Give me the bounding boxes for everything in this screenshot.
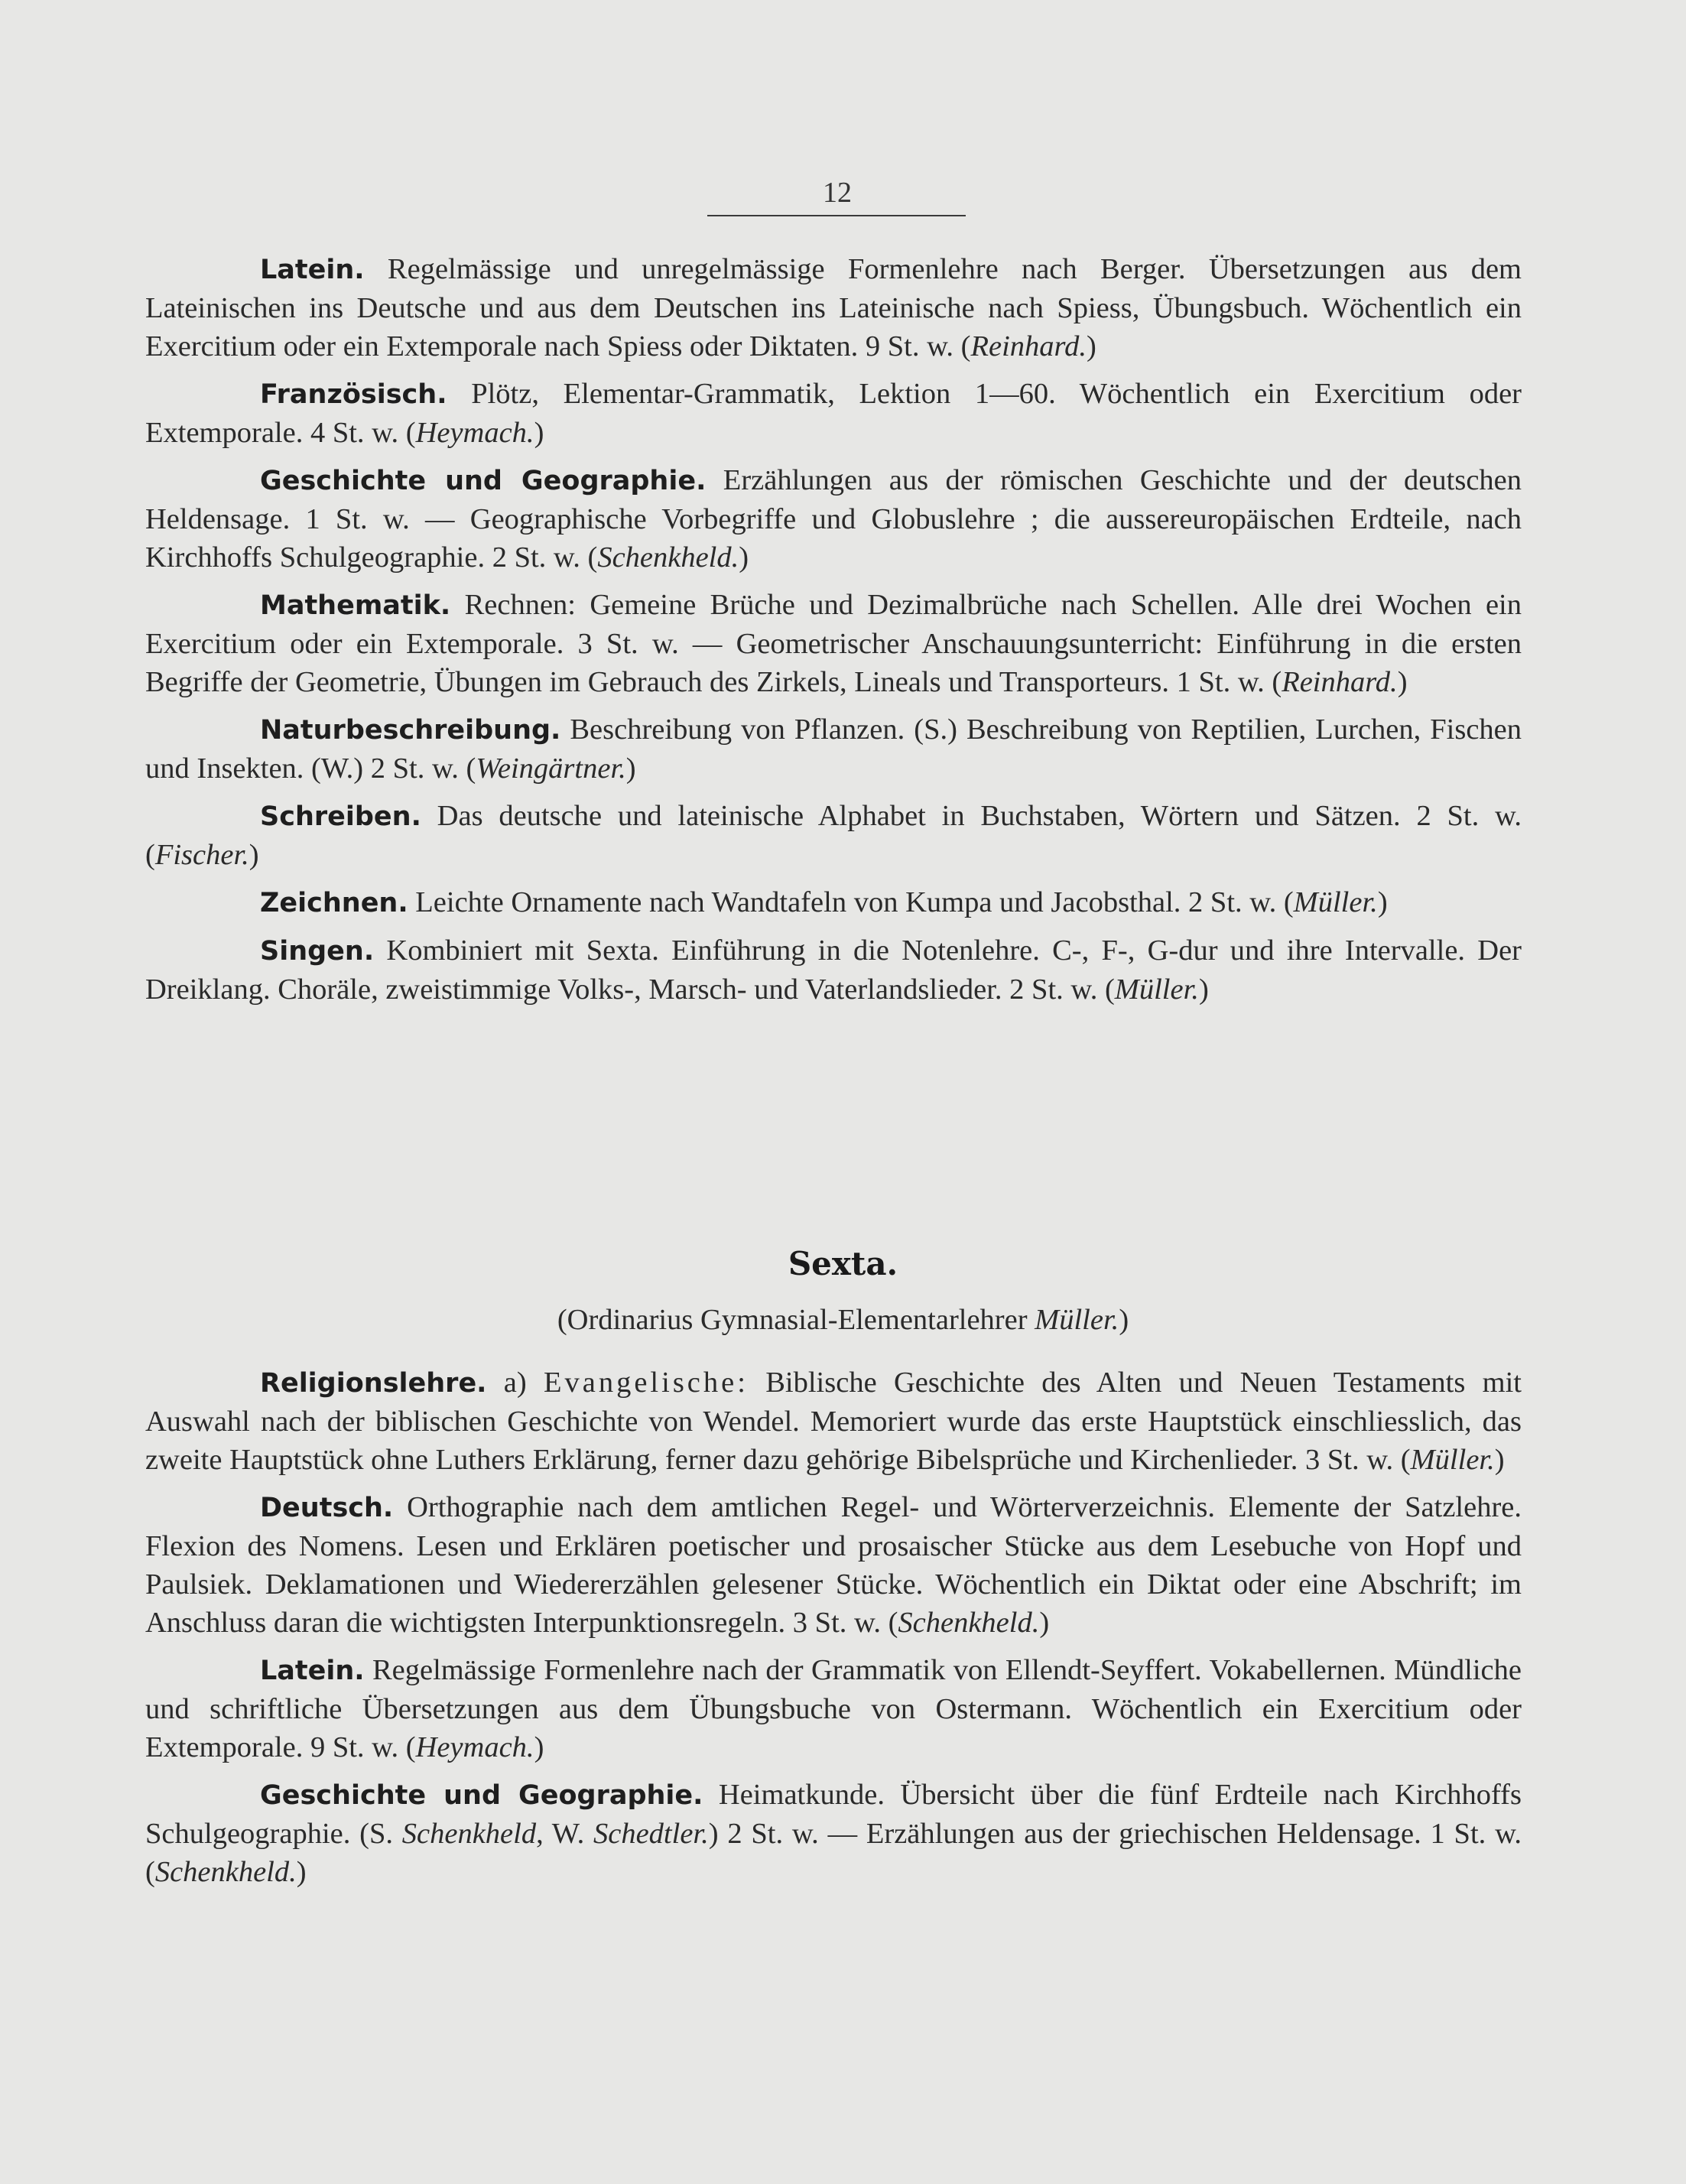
section-heading: Latein. bbox=[260, 255, 365, 285]
teacher-name: Schenkheld bbox=[401, 1818, 537, 1850]
section-heading: Deutsch. bbox=[260, 1493, 394, 1523]
section-text: Orthographie nach dem amtlichen Regel- und Wörterverzeichnis. Elemente der Satzlehre. Flexion des Nomens. Lesen und Erklären poetischer und prosaischer Stücke aus dem Lesebuche von Hopf und Paulsiek. Deklamationen und Wiedererzählen gelesener Stücke. Wöchentlich ein Diktat oder eine Abschrift; im Anschluss daran die wichtigsten Interpunktionsregeln. 3 St. w. ( bbox=[145, 1491, 1522, 1639]
teacher-name: Heymach. bbox=[415, 417, 534, 449]
section-text: Kombiniert mit Sexta. Einführung in die Notenlehre. C-, F-, G-dur und ihre Intervalle. Der Dreiklang. Choräle, zweistimmige Volks-, Marsch- und Vaterlandslieder. 2 St. w. ( bbox=[145, 934, 1522, 1006]
section-mathematik: Mathematik. Rechnen: Gemeine Brüche und Dezimalbrüche nach Schellen. Alle drei Wochen ein Exercitium oder ein Extemporale. 3 St. w. — Geometrischer Anschauungsunterricht: Einführung in die ersten Begriffe der Geometrie, Übungen im Gebrauch des Zirkels, Lineals und Transporteurs. 1 St. w. (Reinhard.) bbox=[145, 589, 1522, 698]
teacher-name: Heymach. bbox=[415, 1731, 534, 1763]
spaced-term: Evangelische: bbox=[543, 1367, 749, 1399]
section-text: Rechnen: Gemeine Brüche und Dezimalbrüche nach Schellen. Alle drei Wochen ein Exercitium oder ein Extemporale. 3 St. w. — Geometrischer Anschauungsunterricht: Einführung in die ersten Begriffe der Geometrie, Übungen im Gebrauch des Zirkels, Lineals und Transporteurs. 1 St. w. ( bbox=[145, 589, 1522, 698]
section-heading: Französisch. bbox=[260, 379, 447, 410]
section-text: Das deutsche und lateinische Alphabet in Buchstaben, Wörtern und Sätzen. 2 St. w. ( bbox=[145, 800, 1522, 871]
teacher-name: Schedtler. bbox=[593, 1818, 709, 1850]
section-deutsch: Deutsch. Orthographie nach dem amtlichen Regel- und Wörterverzeichnis. Elemente der Satzlehre. Flexion des Nomens. Lesen und Erklären poetischer und prosaischer Stücke aus dem Lesebuche von Hopf und Paulsiek. Deklamationen und Wiedererzählen gelesener Stücke. Wöchentlich ein Diktat oder eine Abschrift; im Anschluss daran die wichtigsten Interpunktionsregeln. 3 St. w. (Schenkheld.) bbox=[145, 1491, 1522, 1639]
teacher-name: Müller. bbox=[1410, 1444, 1495, 1476]
teacher-name: Müller. bbox=[1293, 886, 1378, 918]
section-text: Erzählungen aus der römischen Geschichte und der deutschen Heldensage. 1 St. w. — Geographische Vorbegriffe und Globuslehre ; die aussereuropäischen Erdteile, nach Kirchhoffs Schulgeographie. 2 St. w. ( bbox=[145, 464, 1522, 574]
ordinarius-name: Müller. bbox=[1035, 1304, 1119, 1336]
class-subheading: (Ordinarius Gymnasial-Elementarlehrer Müller.) bbox=[557, 1304, 1129, 1336]
section-heading: Mathematik. bbox=[260, 590, 451, 621]
sections-top bbox=[145, 250, 1522, 1009]
section-heading: Geschichte und Geographie. bbox=[260, 466, 707, 496]
section-franzoesisch: Französisch. Plötz, Elementar-Grammatik, Lektion 1—60. Wöchentlich ein Exercitium oder Extemporale. 4 St. w. (Heymach.) bbox=[145, 378, 1522, 449]
section-singen: Singen. Kombiniert mit Sexta. Einführung in die Notenlehre. C-, F-, G-dur und ihre Intervalle. Der Dreiklang. Choräle, zweistimmige Volks-, Marsch- und Vaterlandslieder. 2 St. w. (Müller.) bbox=[145, 934, 1522, 1006]
teacher-name: Fischer. bbox=[154, 839, 249, 871]
section-schreiben: Schreiben. Das deutsche und lateinische Alphabet in Buchstaben, Wörtern und Sätzen. 2 St. w. (Fischer.) bbox=[145, 800, 1522, 871]
section-heading: Schreiben. bbox=[260, 801, 421, 832]
teacher-name: Schenkheld. bbox=[154, 1856, 297, 1888]
teacher-name: Weingärtner. bbox=[476, 752, 626, 785]
section-geschichte-geographie: Geschichte und Geographie. Erzählungen aus der römischen Geschichte und der deutschen Heldensage. 1 St. w. — Geographische Vorbegriffe und Globuslehre ; die aussereuropäischen Erdteile, nach Kirchhoffs Schulgeographie. 2 St. w. (Schenkheld.) bbox=[145, 464, 1522, 574]
sections-sexta bbox=[145, 1363, 1522, 1891]
section-heading: Geschichte und Geographie. bbox=[260, 1780, 703, 1811]
section-naturbeschreibung: Naturbeschreibung. Beschreibung von Pflanzen. (S.) Beschreibung von Reptilien, Lurchen, Fischen und Insekten. (W.) 2 St. w. (Weingärtner.) bbox=[145, 713, 1522, 785]
section-text: Plötz, Elementar-Grammatik, Lektion 1—60. Wöchentlich ein Exercitium oder Extemporale. 4 St. w. ( bbox=[145, 378, 1522, 449]
section-zeichnen: Zeichnen. Leichte Ornamente nach Wandtafeln von Kumpa und Jacobsthal. 2 St. w. (Müller.) bbox=[260, 886, 1388, 918]
section-text: Regelmässige und unregelmässige Formenlehre nach Berger. Übersetzungen aus dem Lateinischen ins Deutsche und aus dem Deutschen ins Lateinische nach Spiess, Übungsbuch. Wöchentlich ein Exercitium oder ein Extemporale nach Spiess oder Diktaten. 9 St. w. ( bbox=[145, 253, 1522, 362]
section-latein-sexta: Latein. Regelmässige Formenlehre nach der Grammatik von Ellendt-Seyffert. Vokabellernen. Mündliche und schriftliche Übersetzungen aus dem Übungsbuche von Ostermann. Wöchentlich ein Exercitium oder Extemporale. 9 St. w. (Heymach.) bbox=[145, 1654, 1522, 1763]
teacher-name: Schenkheld. bbox=[898, 1607, 1040, 1639]
section-text: Biblische Geschichte des Alten und Neuen Testaments mit Auswahl nach der biblischen Geschichte von Wendel. Memoriert wurde das erste Hauptstück einschliesslich, das zweite Hauptstück ohne Luthers Erklärung, ferner dazu gehörige Bibelsprüche und Kirchenlieder. 3 St. w. ( bbox=[145, 1367, 1522, 1476]
teacher-name: Reinhard. bbox=[970, 330, 1087, 362]
section-heading: Latein. bbox=[260, 1656, 365, 1686]
page-number: 12 bbox=[823, 177, 852, 209]
section-text: Leichte Ornamente nach Wandtafeln von Kumpa und Jacobsthal. 2 St. w. ( bbox=[408, 886, 1294, 918]
teacher-name: Schenkheld. bbox=[597, 541, 739, 574]
section-heading: Naturbeschreibung. bbox=[260, 715, 561, 746]
section-text: Beschreibung von Pflanzen. (S.) Beschreibung von Reptilien, Lurchen, Fischen und Insekten. (W.) 2 St. w. ( bbox=[145, 713, 1522, 785]
header-rule bbox=[707, 215, 966, 216]
section-text: Heimatkunde. Übersicht über die fünf Erdteile nach Kirchhoffs Schulgeographie. (S. bbox=[145, 1779, 1522, 1850]
section-heading: Zeichnen. bbox=[260, 888, 408, 918]
teacher-name: Müller. bbox=[1114, 973, 1199, 1006]
teacher-name: Reinhard. bbox=[1282, 666, 1398, 698]
section-text: Regelmässige Formenlehre nach der Grammatik von Ellendt-Seyffert. Vokabellernen. Mündliche und schriftliche Übersetzungen aus dem Übungsbuche von Ostermann. Wöchentlich ein Exercitium oder Extemporale. 9 St. w. ( bbox=[145, 1654, 1522, 1763]
section-religionslehre: Religionslehre. a) Evangelische: Biblische Geschichte des Alten und Neuen Testaments mit Auswahl nach der biblischen Geschichte von Wendel. Memoriert wurde das erste Hauptstück einschliesslich, das zweite Hauptstück ohne Luthers Erklärung, ferner dazu gehörige Bibelsprüche und Kirchenlieder. 3 St. w. (Müller.) bbox=[145, 1367, 1522, 1476]
section-heading: Singen. bbox=[260, 936, 375, 967]
class-heading: Sexta. bbox=[788, 1245, 898, 1282]
section-heading: Religionslehre. bbox=[260, 1368, 487, 1399]
section-geschichte-sexta: Geschichte und Geographie. Heimatkunde. Übersicht über die fünf Erdteile nach Kirchhoffs Schulgeographie. (S. Schenkheld, W. Schedtler.) 2 St. w. — Erzählungen aus der griechischen Heldensage. 1 St. w. (Schenkheld.) bbox=[145, 1779, 1522, 1888]
section-latein: Latein. Regelmässige und unregelmässige Formenlehre nach Berger. Übersetzungen aus dem Lateinischen ins Deutsche und aus dem Deutschen ins Lateinische nach Spiess, Übungsbuch. Wöchentlich ein Exercitium oder ein Extemporale nach Spiess oder Diktaten. 9 St. w. (Reinhard.) bbox=[145, 253, 1522, 362]
